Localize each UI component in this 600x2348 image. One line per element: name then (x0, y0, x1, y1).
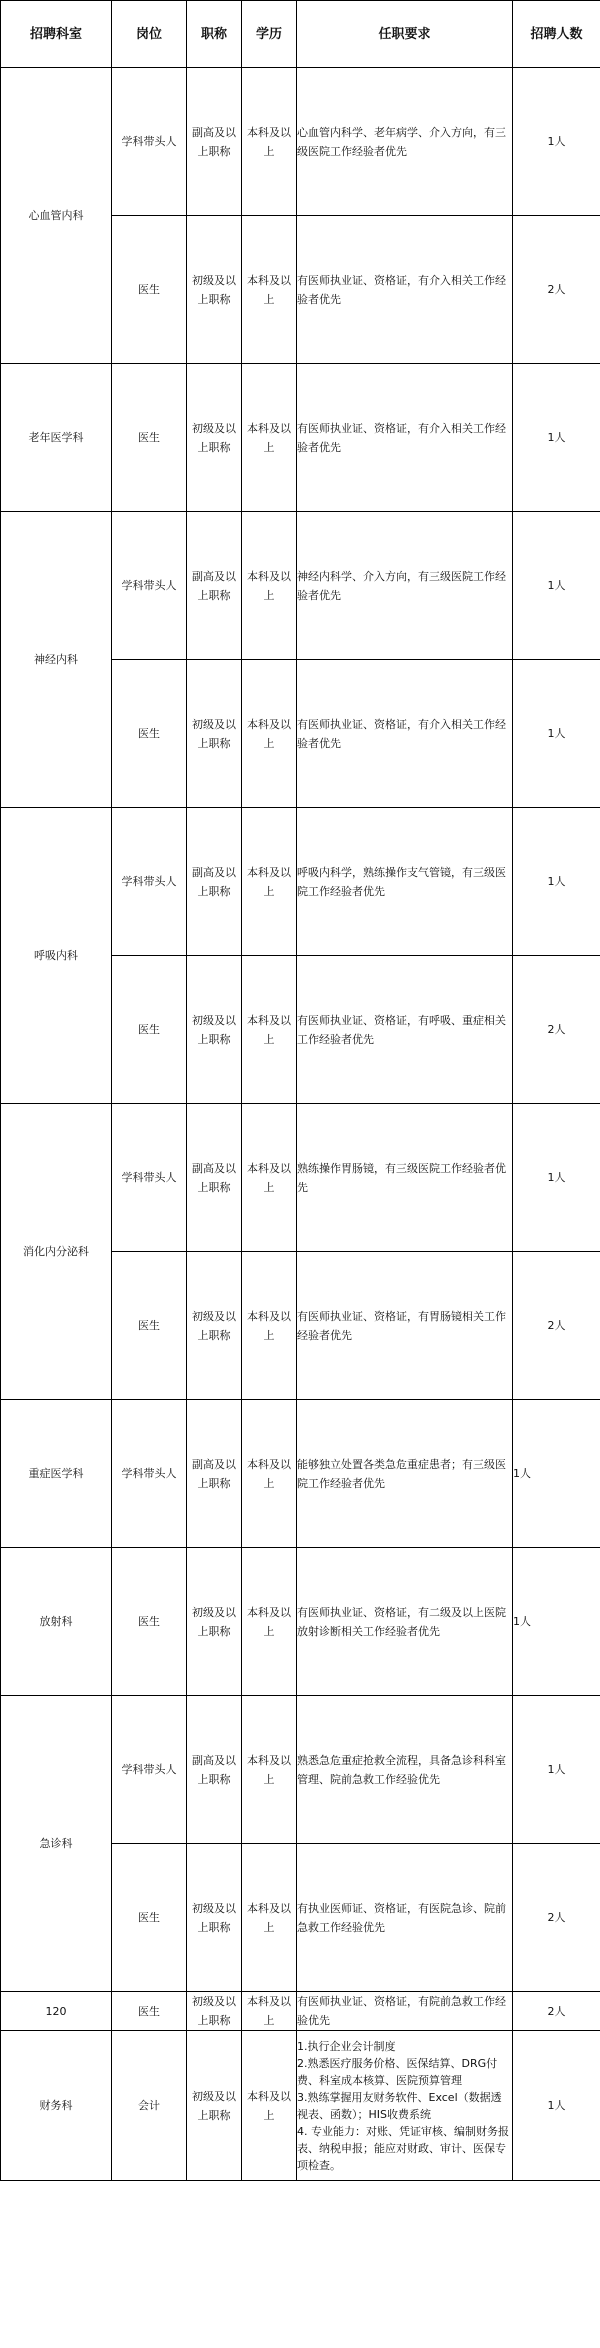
header-title: 职称 (187, 1, 242, 68)
title-cell: 副高及以上职称 (187, 512, 242, 660)
requirements-cell: 神经内科学、介入方向，有三级医院工作经验者优先 (297, 512, 513, 660)
post-cell: 学科带头人 (112, 512, 187, 660)
title-cell: 初级及以上职称 (187, 660, 242, 808)
title-cell: 初级及以上职称 (187, 364, 242, 512)
table-row (1, 2031, 600, 2181)
header-post: 岗位 (112, 1, 187, 68)
education-cell: 本科及以上 (242, 512, 297, 660)
post-cell: 医生 (112, 1548, 187, 1696)
headcount-cell: 2人 (513, 1252, 600, 1400)
education-cell: 本科及以上 (242, 1992, 297, 2031)
department-cell: 重症医学科 (1, 1400, 112, 1548)
requirements-cell: 有医师执业证、资格证，有介入相关工作经验者优先 (297, 660, 513, 808)
education-cell: 本科及以上 (242, 1844, 297, 1992)
education-cell: 本科及以上 (242, 956, 297, 1104)
header-department: 招聘科室 (1, 1, 112, 68)
post-cell: 医生 (112, 660, 187, 808)
post-cell: 医生 (112, 956, 187, 1104)
post-cell: 医生 (112, 1252, 187, 1400)
headcount-cell: 2人 (513, 956, 600, 1104)
headcount-cell: 1人 (513, 1696, 600, 1844)
headcount-cell: 1人 (513, 1104, 600, 1252)
title-cell: 副高及以上职称 (187, 808, 242, 956)
department-cell: 财务科 (1, 2031, 112, 2181)
title-cell: 初级及以上职称 (187, 956, 242, 1104)
header-headcount: 招聘人数 (513, 1, 600, 68)
table-row (1, 1696, 600, 1844)
department-cell: 急诊科 (1, 1696, 112, 1992)
post-cell: 医生 (112, 1992, 187, 2031)
title-cell: 初级及以上职称 (187, 2031, 242, 2181)
requirements-cell: 有医师执业证、资格证，有院前急救工作经验优先 (297, 1992, 513, 2031)
headcount-cell: 1人 (513, 660, 600, 808)
title-cell: 初级及以上职称 (187, 1992, 242, 2031)
requirements-cell: 有执业医师证、资格证，有医院急诊、院前急救工作经验优先 (297, 1844, 513, 1992)
title-cell: 初级及以上职称 (187, 216, 242, 364)
department-cell: 神经内科 (1, 512, 112, 808)
post-cell: 学科带头人 (112, 808, 187, 956)
department-cell: 呼吸内科 (1, 808, 112, 1104)
education-cell: 本科及以上 (242, 660, 297, 808)
table-row (1, 68, 600, 216)
title-cell: 初级及以上职称 (187, 1844, 242, 1992)
post-cell: 学科带头人 (112, 1696, 187, 1844)
requirements-cell: 1.执行企业会计制度 2.熟悉医疗服务价格、医保结算、DRG付费、科室成本核算、医院预算管理 3.熟练掌握用友财务软件、Excel（数据透视表、函数）；HIS收费系统 4. 专业能力：对账、凭证审核、编制财务报表、纳税申报；能应对财政、审计、医保专项检查。 (297, 2031, 513, 2181)
post-cell: 学科带头人 (112, 68, 187, 216)
headcount-cell: 1人 (513, 1548, 600, 1696)
education-cell: 本科及以上 (242, 1696, 297, 1844)
title-cell: 初级及以上职称 (187, 1548, 242, 1696)
headcount-cell: 1人 (513, 1400, 600, 1548)
education-cell: 本科及以上 (242, 1104, 297, 1252)
table-row (1, 1992, 600, 2031)
education-cell: 本科及以上 (242, 68, 297, 216)
headcount-cell: 2人 (513, 1844, 600, 1992)
title-cell: 初级及以上职称 (187, 1252, 242, 1400)
education-cell: 本科及以上 (242, 808, 297, 956)
post-cell: 医生 (112, 364, 187, 512)
requirements-cell: 有医师执业证、资格证，有介入相关工作经验者优先 (297, 216, 513, 364)
department-cell: 心血管内科 (1, 68, 112, 364)
requirements-cell: 心血管内科学、老年病学、介入方向，有三级医院工作经验者优先 (297, 68, 513, 216)
title-cell: 副高及以上职称 (187, 1104, 242, 1252)
title-cell: 副高及以上职称 (187, 68, 242, 216)
requirements-cell: 有医师执业证、资格证，有呼吸、重症相关工作经验者优先 (297, 956, 513, 1104)
table-row (1, 1548, 600, 1696)
headcount-cell: 1人 (513, 68, 600, 216)
education-cell: 本科及以上 (242, 1400, 297, 1548)
requirements-cell: 有医师执业证、资格证，有胃肠镜相关工作经验者优先 (297, 1252, 513, 1400)
headcount-cell: 1人 (513, 808, 600, 956)
header-row (1, 1, 600, 68)
department-cell: 老年医学科 (1, 364, 112, 512)
table-row (1, 808, 600, 956)
table-row (1, 1400, 600, 1548)
requirements-cell: 呼吸内科学，熟练操作支气管镜，有三级医院工作经验者优先 (297, 808, 513, 956)
table-row (1, 364, 600, 512)
headcount-cell: 1人 (513, 364, 600, 512)
education-cell: 本科及以上 (242, 1548, 297, 1696)
department-cell: 放射科 (1, 1548, 112, 1696)
education-cell: 本科及以上 (242, 1252, 297, 1400)
table-row (1, 1104, 600, 1252)
requirements-cell: 有医师执业证、资格证，有二级及以上医院放射诊断相关工作经验者优先 (297, 1548, 513, 1696)
education-cell: 本科及以上 (242, 364, 297, 512)
post-cell: 学科带头人 (112, 1400, 187, 1548)
requirements-cell: 能够独立处置各类急危重症患者；有三级医院工作经验者优先 (297, 1400, 513, 1548)
title-cell: 副高及以上职称 (187, 1400, 242, 1548)
header-education: 学历 (242, 1, 297, 68)
headcount-cell: 2人 (513, 1992, 600, 2031)
post-cell: 学科带头人 (112, 1104, 187, 1252)
education-cell: 本科及以上 (242, 216, 297, 364)
department-cell: 120 (1, 1992, 112, 2031)
title-cell: 副高及以上职称 (187, 1696, 242, 1844)
table-row (1, 512, 600, 660)
requirements-cell: 熟悉急危重症抢救全流程，具备急诊科科室管理、院前急救工作经验优先 (297, 1696, 513, 1844)
department-cell: 消化内分泌科 (1, 1104, 112, 1400)
headcount-cell: 1人 (513, 512, 600, 660)
header-requirements: 任职要求 (297, 1, 513, 68)
post-cell: 会计 (112, 2031, 187, 2181)
education-cell: 本科及以上 (242, 2031, 297, 2181)
post-cell: 医生 (112, 1844, 187, 1992)
requirements-cell: 熟练操作胃肠镜，有三级医院工作经验者优先 (297, 1104, 513, 1252)
requirements-cell: 有医师执业证、资格证，有介入相关工作经验者优先 (297, 364, 513, 512)
headcount-cell: 1人 (513, 2031, 600, 2181)
post-cell: 医生 (112, 216, 187, 364)
headcount-cell: 2人 (513, 216, 600, 364)
